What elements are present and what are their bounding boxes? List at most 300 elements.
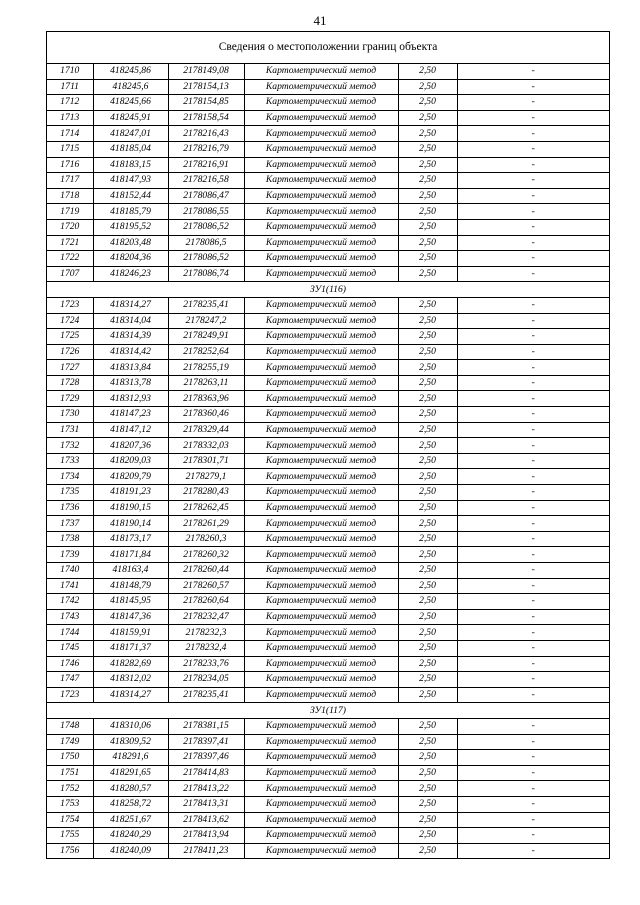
table-row xyxy=(47,141,609,157)
description-cell: - xyxy=(457,547,609,563)
x-coordinate-cell: 418314,42 xyxy=(93,344,168,360)
method-cell: Картометрический метод xyxy=(244,563,398,579)
x-coordinate-cell: 418148,79 xyxy=(93,578,168,594)
point-number-cell: 1750 xyxy=(47,750,93,766)
table-row xyxy=(47,563,609,579)
table-row xyxy=(47,422,609,438)
method-cell: Картометрический метод xyxy=(244,251,398,267)
description-cell: - xyxy=(457,812,609,828)
table-row xyxy=(47,640,609,656)
point-number-cell: 1753 xyxy=(47,796,93,812)
description-cell: - xyxy=(457,375,609,391)
x-coordinate-cell: 418247,01 xyxy=(93,126,168,142)
method-cell: Картометрический метод xyxy=(244,578,398,594)
precision-cell: 2,50 xyxy=(398,344,457,360)
y-coordinate-cell: 2178413,62 xyxy=(168,812,244,828)
method-cell: Картометрический метод xyxy=(244,531,398,547)
method-cell: Картометрический метод xyxy=(244,500,398,516)
method-cell: Картометрический метод xyxy=(244,360,398,376)
method-cell: Картометрический метод xyxy=(244,407,398,423)
y-coordinate-cell: 2178413,22 xyxy=(168,781,244,797)
method-cell: Картометрический метод xyxy=(244,95,398,111)
method-cell: Картометрический метод xyxy=(244,297,398,313)
precision-cell: 2,50 xyxy=(398,391,457,407)
point-number-cell: 1749 xyxy=(47,734,93,750)
y-coordinate-cell: 2178260,32 xyxy=(168,547,244,563)
table-row xyxy=(47,235,609,251)
y-coordinate-cell: 2178260,44 xyxy=(168,563,244,579)
x-coordinate-cell: 418152,44 xyxy=(93,188,168,204)
description-cell: - xyxy=(457,750,609,766)
table-row xyxy=(47,781,609,797)
x-coordinate-cell: 418245,91 xyxy=(93,110,168,126)
precision-cell: 2,50 xyxy=(398,687,457,703)
x-coordinate-cell: 418190,14 xyxy=(93,516,168,532)
point-number-cell: 1745 xyxy=(47,640,93,656)
precision-cell: 2,50 xyxy=(398,531,457,547)
description-cell: - xyxy=(457,625,609,641)
precision-cell: 2,50 xyxy=(398,438,457,454)
method-cell: Картометрический метод xyxy=(244,375,398,391)
table-row xyxy=(47,266,609,282)
table-row xyxy=(47,407,609,423)
method-cell: Картометрический метод xyxy=(244,485,398,501)
x-coordinate-cell: 418207,36 xyxy=(93,438,168,454)
boundary-table-sheet xyxy=(46,31,610,859)
method-cell: Картометрический метод xyxy=(244,718,398,734)
y-coordinate-cell: 2178216,58 xyxy=(168,173,244,189)
table-row xyxy=(47,734,609,750)
x-coordinate-cell: 418171,84 xyxy=(93,547,168,563)
point-number-cell: 1714 xyxy=(47,126,93,142)
point-number-cell: 1716 xyxy=(47,157,93,173)
description-cell: - xyxy=(457,656,609,672)
table-body xyxy=(47,64,609,858)
x-coordinate-cell: 418147,36 xyxy=(93,609,168,625)
table-row xyxy=(47,391,609,407)
point-number-cell: 1746 xyxy=(47,656,93,672)
y-coordinate-cell: 2178260,64 xyxy=(168,594,244,610)
precision-cell: 2,50 xyxy=(398,173,457,189)
method-cell: Картометрический метод xyxy=(244,79,398,95)
description-cell: - xyxy=(457,765,609,781)
precision-cell: 2,50 xyxy=(398,469,457,485)
method-cell: Картометрический метод xyxy=(244,329,398,345)
method-cell: Картометрический метод xyxy=(244,219,398,235)
description-cell: - xyxy=(457,422,609,438)
point-number-cell: 1726 xyxy=(47,344,93,360)
point-number-cell: 1715 xyxy=(47,141,93,157)
method-cell: Картометрический метод xyxy=(244,828,398,844)
point-number-cell: 1722 xyxy=(47,251,93,267)
table-row xyxy=(47,765,609,781)
description-cell: - xyxy=(457,438,609,454)
method-cell: Картометрический метод xyxy=(244,765,398,781)
precision-cell: 2,50 xyxy=(398,204,457,220)
y-coordinate-cell: 2178232,47 xyxy=(168,609,244,625)
method-cell: Картометрический метод xyxy=(244,625,398,641)
description-cell: - xyxy=(457,126,609,142)
x-coordinate-cell: 418185,04 xyxy=(93,141,168,157)
method-cell: Картометрический метод xyxy=(244,687,398,703)
x-coordinate-cell: 418314,27 xyxy=(93,297,168,313)
table-row xyxy=(47,219,609,235)
point-number-cell: 1732 xyxy=(47,438,93,454)
description-cell: - xyxy=(457,110,609,126)
table-title: Сведения о местоположении границ объекта xyxy=(47,32,609,64)
precision-cell: 2,50 xyxy=(398,297,457,313)
method-cell: Картометрический метод xyxy=(244,313,398,329)
x-coordinate-cell: 418312,02 xyxy=(93,672,168,688)
point-number-cell: 1742 xyxy=(47,594,93,610)
x-coordinate-cell: 418171,37 xyxy=(93,640,168,656)
point-number-cell: 1737 xyxy=(47,516,93,532)
y-coordinate-cell: 2178086,52 xyxy=(168,251,244,267)
point-number-cell: 1754 xyxy=(47,812,93,828)
method-cell: Картометрический метод xyxy=(244,173,398,189)
y-coordinate-cell: 2178216,79 xyxy=(168,141,244,157)
x-coordinate-cell: 418147,23 xyxy=(93,407,168,423)
precision-cell: 2,50 xyxy=(398,157,457,173)
precision-cell: 2,50 xyxy=(398,266,457,282)
description-cell: - xyxy=(457,609,609,625)
y-coordinate-cell: 2178413,94 xyxy=(168,828,244,844)
description-cell: - xyxy=(457,344,609,360)
description-cell: - xyxy=(457,407,609,423)
precision-cell: 2,50 xyxy=(398,750,457,766)
description-cell: - xyxy=(457,594,609,610)
x-coordinate-cell: 418159,91 xyxy=(93,625,168,641)
x-coordinate-cell: 418183,15 xyxy=(93,157,168,173)
y-coordinate-cell: 2178216,43 xyxy=(168,126,244,142)
point-number-cell: 1752 xyxy=(47,781,93,797)
x-coordinate-cell: 418209,79 xyxy=(93,469,168,485)
x-coordinate-cell: 418240,29 xyxy=(93,828,168,844)
point-number-cell: 1741 xyxy=(47,578,93,594)
point-number-cell: 1723 xyxy=(47,687,93,703)
y-coordinate-cell: 2178360,46 xyxy=(168,407,244,423)
y-coordinate-cell: 2178301,71 xyxy=(168,453,244,469)
precision-cell: 2,50 xyxy=(398,485,457,501)
x-coordinate-cell: 418145,95 xyxy=(93,594,168,610)
precision-cell: 2,50 xyxy=(398,79,457,95)
precision-cell: 2,50 xyxy=(398,126,457,142)
description-cell: - xyxy=(457,485,609,501)
precision-cell: 2,50 xyxy=(398,407,457,423)
precision-cell: 2,50 xyxy=(398,313,457,329)
point-number-cell: 1707 xyxy=(47,266,93,282)
table-row xyxy=(47,843,609,858)
section-row xyxy=(47,703,609,719)
point-number-cell: 1730 xyxy=(47,407,93,423)
precision-cell: 2,50 xyxy=(398,843,457,858)
point-number-cell: 1727 xyxy=(47,360,93,376)
table-row xyxy=(47,95,609,111)
y-coordinate-cell: 2178247,2 xyxy=(168,313,244,329)
x-coordinate-cell: 418246,23 xyxy=(93,266,168,282)
y-coordinate-cell: 2178411,23 xyxy=(168,843,244,858)
x-coordinate-cell: 418309,52 xyxy=(93,734,168,750)
method-cell: Картометрический метод xyxy=(244,547,398,563)
y-coordinate-cell: 2178413,31 xyxy=(168,796,244,812)
table-row xyxy=(47,126,609,142)
table-row xyxy=(47,173,609,189)
description-cell: - xyxy=(457,687,609,703)
x-coordinate-cell: 418291,65 xyxy=(93,765,168,781)
x-coordinate-cell: 418313,78 xyxy=(93,375,168,391)
point-number-cell: 1735 xyxy=(47,485,93,501)
y-coordinate-cell: 2178329,44 xyxy=(168,422,244,438)
method-cell: Картометрический метод xyxy=(244,672,398,688)
table-row xyxy=(47,578,609,594)
x-coordinate-cell: 418190,15 xyxy=(93,500,168,516)
precision-cell: 2,50 xyxy=(398,95,457,111)
y-coordinate-cell: 2178086,52 xyxy=(168,219,244,235)
x-coordinate-cell: 418203,48 xyxy=(93,235,168,251)
x-coordinate-cell: 418191,23 xyxy=(93,485,168,501)
section-label: ЗУ1(117) xyxy=(47,703,609,719)
method-cell: Картометрический метод xyxy=(244,781,398,797)
method-cell: Картометрический метод xyxy=(244,157,398,173)
point-number-cell: 1731 xyxy=(47,422,93,438)
x-coordinate-cell: 418282,69 xyxy=(93,656,168,672)
method-cell: Картометрический метод xyxy=(244,796,398,812)
description-cell: - xyxy=(457,516,609,532)
precision-cell: 2,50 xyxy=(398,422,457,438)
description-cell: - xyxy=(457,531,609,547)
y-coordinate-cell: 2178232,3 xyxy=(168,625,244,641)
description-cell: - xyxy=(457,219,609,235)
point-number-cell: 1713 xyxy=(47,110,93,126)
y-coordinate-cell: 2178086,74 xyxy=(168,266,244,282)
point-number-cell: 1720 xyxy=(47,219,93,235)
table-row xyxy=(47,656,609,672)
x-coordinate-cell: 418173,17 xyxy=(93,531,168,547)
precision-cell: 2,50 xyxy=(398,828,457,844)
y-coordinate-cell: 2178279,1 xyxy=(168,469,244,485)
point-number-cell: 1744 xyxy=(47,625,93,641)
precision-cell: 2,50 xyxy=(398,453,457,469)
description-cell: - xyxy=(457,640,609,656)
y-coordinate-cell: 2178154,85 xyxy=(168,95,244,111)
table-row xyxy=(47,375,609,391)
table-row xyxy=(47,531,609,547)
precision-cell: 2,50 xyxy=(398,796,457,812)
x-coordinate-cell: 418313,84 xyxy=(93,360,168,376)
y-coordinate-cell: 2178158,54 xyxy=(168,110,244,126)
section-label: ЗУ1(116) xyxy=(47,282,609,298)
table-row xyxy=(47,609,609,625)
description-cell: - xyxy=(457,188,609,204)
description-cell: - xyxy=(457,391,609,407)
point-number-cell: 1710 xyxy=(47,64,93,79)
table-row xyxy=(47,485,609,501)
method-cell: Картометрический метод xyxy=(244,453,398,469)
y-coordinate-cell: 2178086,47 xyxy=(168,188,244,204)
y-coordinate-cell: 2178260,57 xyxy=(168,578,244,594)
y-coordinate-cell: 2178149,08 xyxy=(168,64,244,79)
table-row xyxy=(47,313,609,329)
x-coordinate-cell: 418147,93 xyxy=(93,173,168,189)
precision-cell: 2,50 xyxy=(398,500,457,516)
x-coordinate-cell: 418258,72 xyxy=(93,796,168,812)
method-cell: Картометрический метод xyxy=(244,438,398,454)
precision-cell: 2,50 xyxy=(398,578,457,594)
table-row xyxy=(47,625,609,641)
precision-cell: 2,50 xyxy=(398,812,457,828)
precision-cell: 2,50 xyxy=(398,375,457,391)
y-coordinate-cell: 2178233,76 xyxy=(168,656,244,672)
description-cell: - xyxy=(457,251,609,267)
description-cell: - xyxy=(457,141,609,157)
method-cell: Картометрический метод xyxy=(244,812,398,828)
table-row xyxy=(47,547,609,563)
description-cell: - xyxy=(457,828,609,844)
table-row xyxy=(47,360,609,376)
method-cell: Картометрический метод xyxy=(244,344,398,360)
precision-cell: 2,50 xyxy=(398,640,457,656)
x-coordinate-cell: 418185,79 xyxy=(93,204,168,220)
precision-cell: 2,50 xyxy=(398,656,457,672)
method-cell: Картометрический метод xyxy=(244,235,398,251)
method-cell: Картометрический метод xyxy=(244,609,398,625)
x-coordinate-cell: 418209,03 xyxy=(93,453,168,469)
y-coordinate-cell: 2178280,43 xyxy=(168,485,244,501)
description-cell: - xyxy=(457,843,609,858)
description-cell: - xyxy=(457,734,609,750)
y-coordinate-cell: 2178235,41 xyxy=(168,687,244,703)
table-row xyxy=(47,297,609,313)
y-coordinate-cell: 2178261,29 xyxy=(168,516,244,532)
y-coordinate-cell: 2178414,83 xyxy=(168,765,244,781)
x-coordinate-cell: 418195,52 xyxy=(93,219,168,235)
precision-cell: 2,50 xyxy=(398,251,457,267)
table-row xyxy=(47,344,609,360)
table-row xyxy=(47,157,609,173)
precision-cell: 2,50 xyxy=(398,141,457,157)
description-cell: - xyxy=(457,672,609,688)
point-number-cell: 1724 xyxy=(47,313,93,329)
boundary-points-table xyxy=(47,64,609,858)
precision-cell: 2,50 xyxy=(398,781,457,797)
precision-cell: 2,50 xyxy=(398,64,457,79)
method-cell: Картометрический метод xyxy=(244,110,398,126)
method-cell: Картометрический метод xyxy=(244,734,398,750)
method-cell: Картометрический метод xyxy=(244,640,398,656)
section-row xyxy=(47,282,609,298)
precision-cell: 2,50 xyxy=(398,547,457,563)
y-coordinate-cell: 2178232,4 xyxy=(168,640,244,656)
description-cell: - xyxy=(457,500,609,516)
x-coordinate-cell: 418310,06 xyxy=(93,718,168,734)
description-cell: - xyxy=(457,781,609,797)
precision-cell: 2,50 xyxy=(398,329,457,345)
precision-cell: 2,50 xyxy=(398,360,457,376)
point-number-cell: 1717 xyxy=(47,173,93,189)
y-coordinate-cell: 2178397,46 xyxy=(168,750,244,766)
table-row xyxy=(47,672,609,688)
point-number-cell: 1755 xyxy=(47,828,93,844)
table-row xyxy=(47,687,609,703)
precision-cell: 2,50 xyxy=(398,625,457,641)
page-number: 41 xyxy=(313,13,327,28)
y-coordinate-cell: 2178263,11 xyxy=(168,375,244,391)
x-coordinate-cell: 418312,93 xyxy=(93,391,168,407)
method-cell: Картометрический метод xyxy=(244,141,398,157)
y-coordinate-cell: 2178154,13 xyxy=(168,79,244,95)
description-cell: - xyxy=(457,95,609,111)
description-cell: - xyxy=(457,329,609,345)
point-number-cell: 1712 xyxy=(47,95,93,111)
point-number-cell: 1747 xyxy=(47,672,93,688)
table-row xyxy=(47,469,609,485)
precision-cell: 2,50 xyxy=(398,765,457,781)
point-number-cell: 1751 xyxy=(47,765,93,781)
description-cell: - xyxy=(457,297,609,313)
table-row xyxy=(47,453,609,469)
description-cell: - xyxy=(457,235,609,251)
x-coordinate-cell: 418291,6 xyxy=(93,750,168,766)
y-coordinate-cell: 2178252,64 xyxy=(168,344,244,360)
description-cell: - xyxy=(457,360,609,376)
x-coordinate-cell: 418314,04 xyxy=(93,313,168,329)
point-number-cell: 1711 xyxy=(47,79,93,95)
x-coordinate-cell: 418204,36 xyxy=(93,251,168,267)
x-coordinate-cell: 418314,39 xyxy=(93,329,168,345)
precision-cell: 2,50 xyxy=(398,563,457,579)
precision-cell: 2,50 xyxy=(398,516,457,532)
method-cell: Картометрический метод xyxy=(244,422,398,438)
y-coordinate-cell: 2178397,41 xyxy=(168,734,244,750)
y-coordinate-cell: 2178235,41 xyxy=(168,297,244,313)
y-coordinate-cell: 2178381,15 xyxy=(168,718,244,734)
x-coordinate-cell: 418280,57 xyxy=(93,781,168,797)
description-cell: - xyxy=(457,469,609,485)
table-row xyxy=(47,251,609,267)
precision-cell: 2,50 xyxy=(398,672,457,688)
description-cell: - xyxy=(457,313,609,329)
table-row xyxy=(47,438,609,454)
point-number-cell: 1719 xyxy=(47,204,93,220)
x-coordinate-cell: 418245,6 xyxy=(93,79,168,95)
method-cell: Картометрический метод xyxy=(244,516,398,532)
method-cell: Картометрический метод xyxy=(244,594,398,610)
method-cell: Картометрический метод xyxy=(244,843,398,858)
precision-cell: 2,50 xyxy=(398,609,457,625)
table-row xyxy=(47,750,609,766)
point-number-cell: 1729 xyxy=(47,391,93,407)
precision-cell: 2,50 xyxy=(398,110,457,126)
point-number-cell: 1725 xyxy=(47,329,93,345)
table-row xyxy=(47,594,609,610)
description-cell: - xyxy=(457,563,609,579)
y-coordinate-cell: 2178249,91 xyxy=(168,329,244,345)
description-cell: - xyxy=(457,266,609,282)
method-cell: Картометрический метод xyxy=(244,656,398,672)
method-cell: Картометрический метод xyxy=(244,391,398,407)
point-number-cell: 1734 xyxy=(47,469,93,485)
point-number-cell: 1723 xyxy=(47,297,93,313)
point-number-cell: 1738 xyxy=(47,531,93,547)
table-row xyxy=(47,796,609,812)
description-cell: - xyxy=(457,204,609,220)
table-row xyxy=(47,516,609,532)
table-row xyxy=(47,718,609,734)
method-cell: Картометрический метод xyxy=(244,188,398,204)
table-row xyxy=(47,828,609,844)
x-coordinate-cell: 418251,67 xyxy=(93,812,168,828)
table-row xyxy=(47,329,609,345)
